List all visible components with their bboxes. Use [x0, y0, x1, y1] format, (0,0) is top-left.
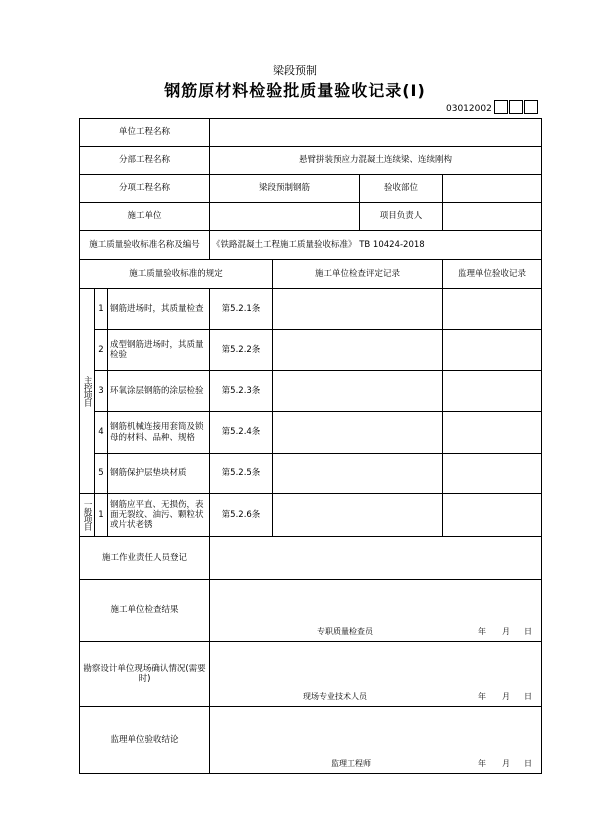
- item-text: 钢筋应平直、无损伤，表面无裂纹、油污、颗粒状或片状老锈: [108, 494, 210, 537]
- item-supervision[interactable]: [443, 412, 542, 454]
- col-header-supervision: 监理单位验收记录: [443, 260, 542, 289]
- unit-project-value[interactable]: [210, 119, 542, 147]
- item-supervision[interactable]: [443, 494, 542, 537]
- code-box-2[interactable]: [509, 100, 523, 114]
- sub-project-value[interactable]: 悬臂拼装预应力混凝土连续梁、连续刚构: [210, 147, 542, 175]
- col-header-standard: 施工质量验收标准的规定: [80, 260, 273, 289]
- project-leader-value[interactable]: [443, 203, 542, 231]
- date-month: 月: [502, 627, 510, 637]
- item-text: 钢筋机械连接用套筒及锁母的材料、品种、规格: [108, 412, 210, 454]
- standard-value: 《铁路混凝土工程施工质量验收标准》 TB 10424-2018: [210, 231, 542, 260]
- survey-result[interactable]: [210, 642, 542, 707]
- date-month: 月: [502, 759, 510, 769]
- item-number: 1: [95, 289, 108, 330]
- item-clause: 第5.2.4条: [210, 412, 273, 454]
- general-group-label: 一般项目: [80, 494, 95, 537]
- item-text: 成型钢筋进场时，其质量检验: [108, 330, 210, 371]
- date-year: 年: [478, 759, 486, 769]
- item-clause: 第5.2.3条: [210, 371, 273, 412]
- acceptance-part-value[interactable]: [443, 175, 542, 203]
- item-clause: 第5.2.1条: [210, 289, 273, 330]
- item-record[interactable]: [273, 454, 443, 494]
- item-record[interactable]: [273, 412, 443, 454]
- table-row: [80, 371, 542, 412]
- date-year: 年: [478, 627, 486, 637]
- date-month: 月: [502, 692, 510, 702]
- date-day: 日: [524, 759, 532, 769]
- table-row: [80, 412, 542, 454]
- item-clause: 第5.2.2条: [210, 330, 273, 371]
- survey-role: 现场专业技术人员: [303, 692, 367, 702]
- survey-label: 勘察设计单位现场确认情况(需要时): [80, 642, 210, 707]
- main-control-group-label: 主控项目: [80, 289, 95, 494]
- supervisor-result[interactable]: [210, 707, 542, 774]
- table-row: [80, 454, 542, 494]
- contractor-label: 施工单位检查结果: [80, 580, 210, 642]
- item-text: 环氧涂层钢筋的涂层检验: [108, 371, 210, 412]
- item-project-value[interactable]: 梁段预制钢筋: [210, 175, 360, 203]
- item-record[interactable]: [273, 494, 443, 537]
- supervisor-role: 监理工程师: [331, 759, 371, 769]
- worker-label: 施工作业责任人员登记: [80, 537, 210, 580]
- code-box-1[interactable]: [494, 100, 508, 114]
- form-code: 03012002: [446, 104, 492, 114]
- item-clause: 第5.2.5条: [210, 454, 273, 494]
- item-clause: 第5.2.6条: [210, 494, 273, 537]
- unit-project-label: 单位工程名称: [80, 119, 210, 147]
- worker-value[interactable]: [210, 537, 542, 580]
- table-row: [80, 494, 542, 537]
- item-record[interactable]: [273, 289, 443, 330]
- item-supervision[interactable]: [443, 454, 542, 494]
- acceptance-part-label: 验收部位: [360, 175, 443, 203]
- item-number: 1: [95, 494, 108, 537]
- col-header-record: 施工单位检查评定记录: [273, 260, 443, 289]
- item-record[interactable]: [273, 330, 443, 371]
- sub-project-label: 分部工程名称: [80, 147, 210, 175]
- item-number: 5: [95, 454, 108, 494]
- date-year: 年: [478, 692, 486, 702]
- construction-unit-label: 施工单位: [80, 203, 210, 231]
- contractor-result[interactable]: [210, 580, 542, 642]
- item-supervision[interactable]: [443, 289, 542, 330]
- item-text: 钢筋保护层垫块材质: [108, 454, 210, 494]
- code-box-3[interactable]: [524, 100, 538, 114]
- date-day: 日: [524, 692, 532, 702]
- form-title: 钢筋原材料检验批质量验收记录(Ⅰ): [164, 81, 426, 100]
- construction-unit-value[interactable]: [210, 203, 360, 231]
- standard-label: 施工质量验收标准名称及编号: [80, 231, 210, 260]
- supervisor-label: 监理单位验收结论: [80, 707, 210, 774]
- item-record[interactable]: [273, 371, 443, 412]
- item-text: 钢筋进场时，其质量检查: [108, 289, 210, 330]
- item-supervision[interactable]: [443, 330, 542, 371]
- item-number: 4: [95, 412, 108, 454]
- date-day: 日: [524, 627, 532, 637]
- table-row: [80, 330, 542, 371]
- item-project-label: 分项工程名称: [80, 175, 210, 203]
- item-supervision[interactable]: [443, 371, 542, 412]
- item-number: 3: [95, 371, 108, 412]
- item-number: 2: [95, 330, 108, 371]
- form-subtitle: 梁段预制: [273, 64, 317, 77]
- table-row: [80, 289, 542, 330]
- project-leader-label: 项目负责人: [360, 203, 443, 231]
- contractor-role: 专职质量检查员: [317, 627, 373, 637]
- acceptance-record-table: [79, 118, 542, 774]
